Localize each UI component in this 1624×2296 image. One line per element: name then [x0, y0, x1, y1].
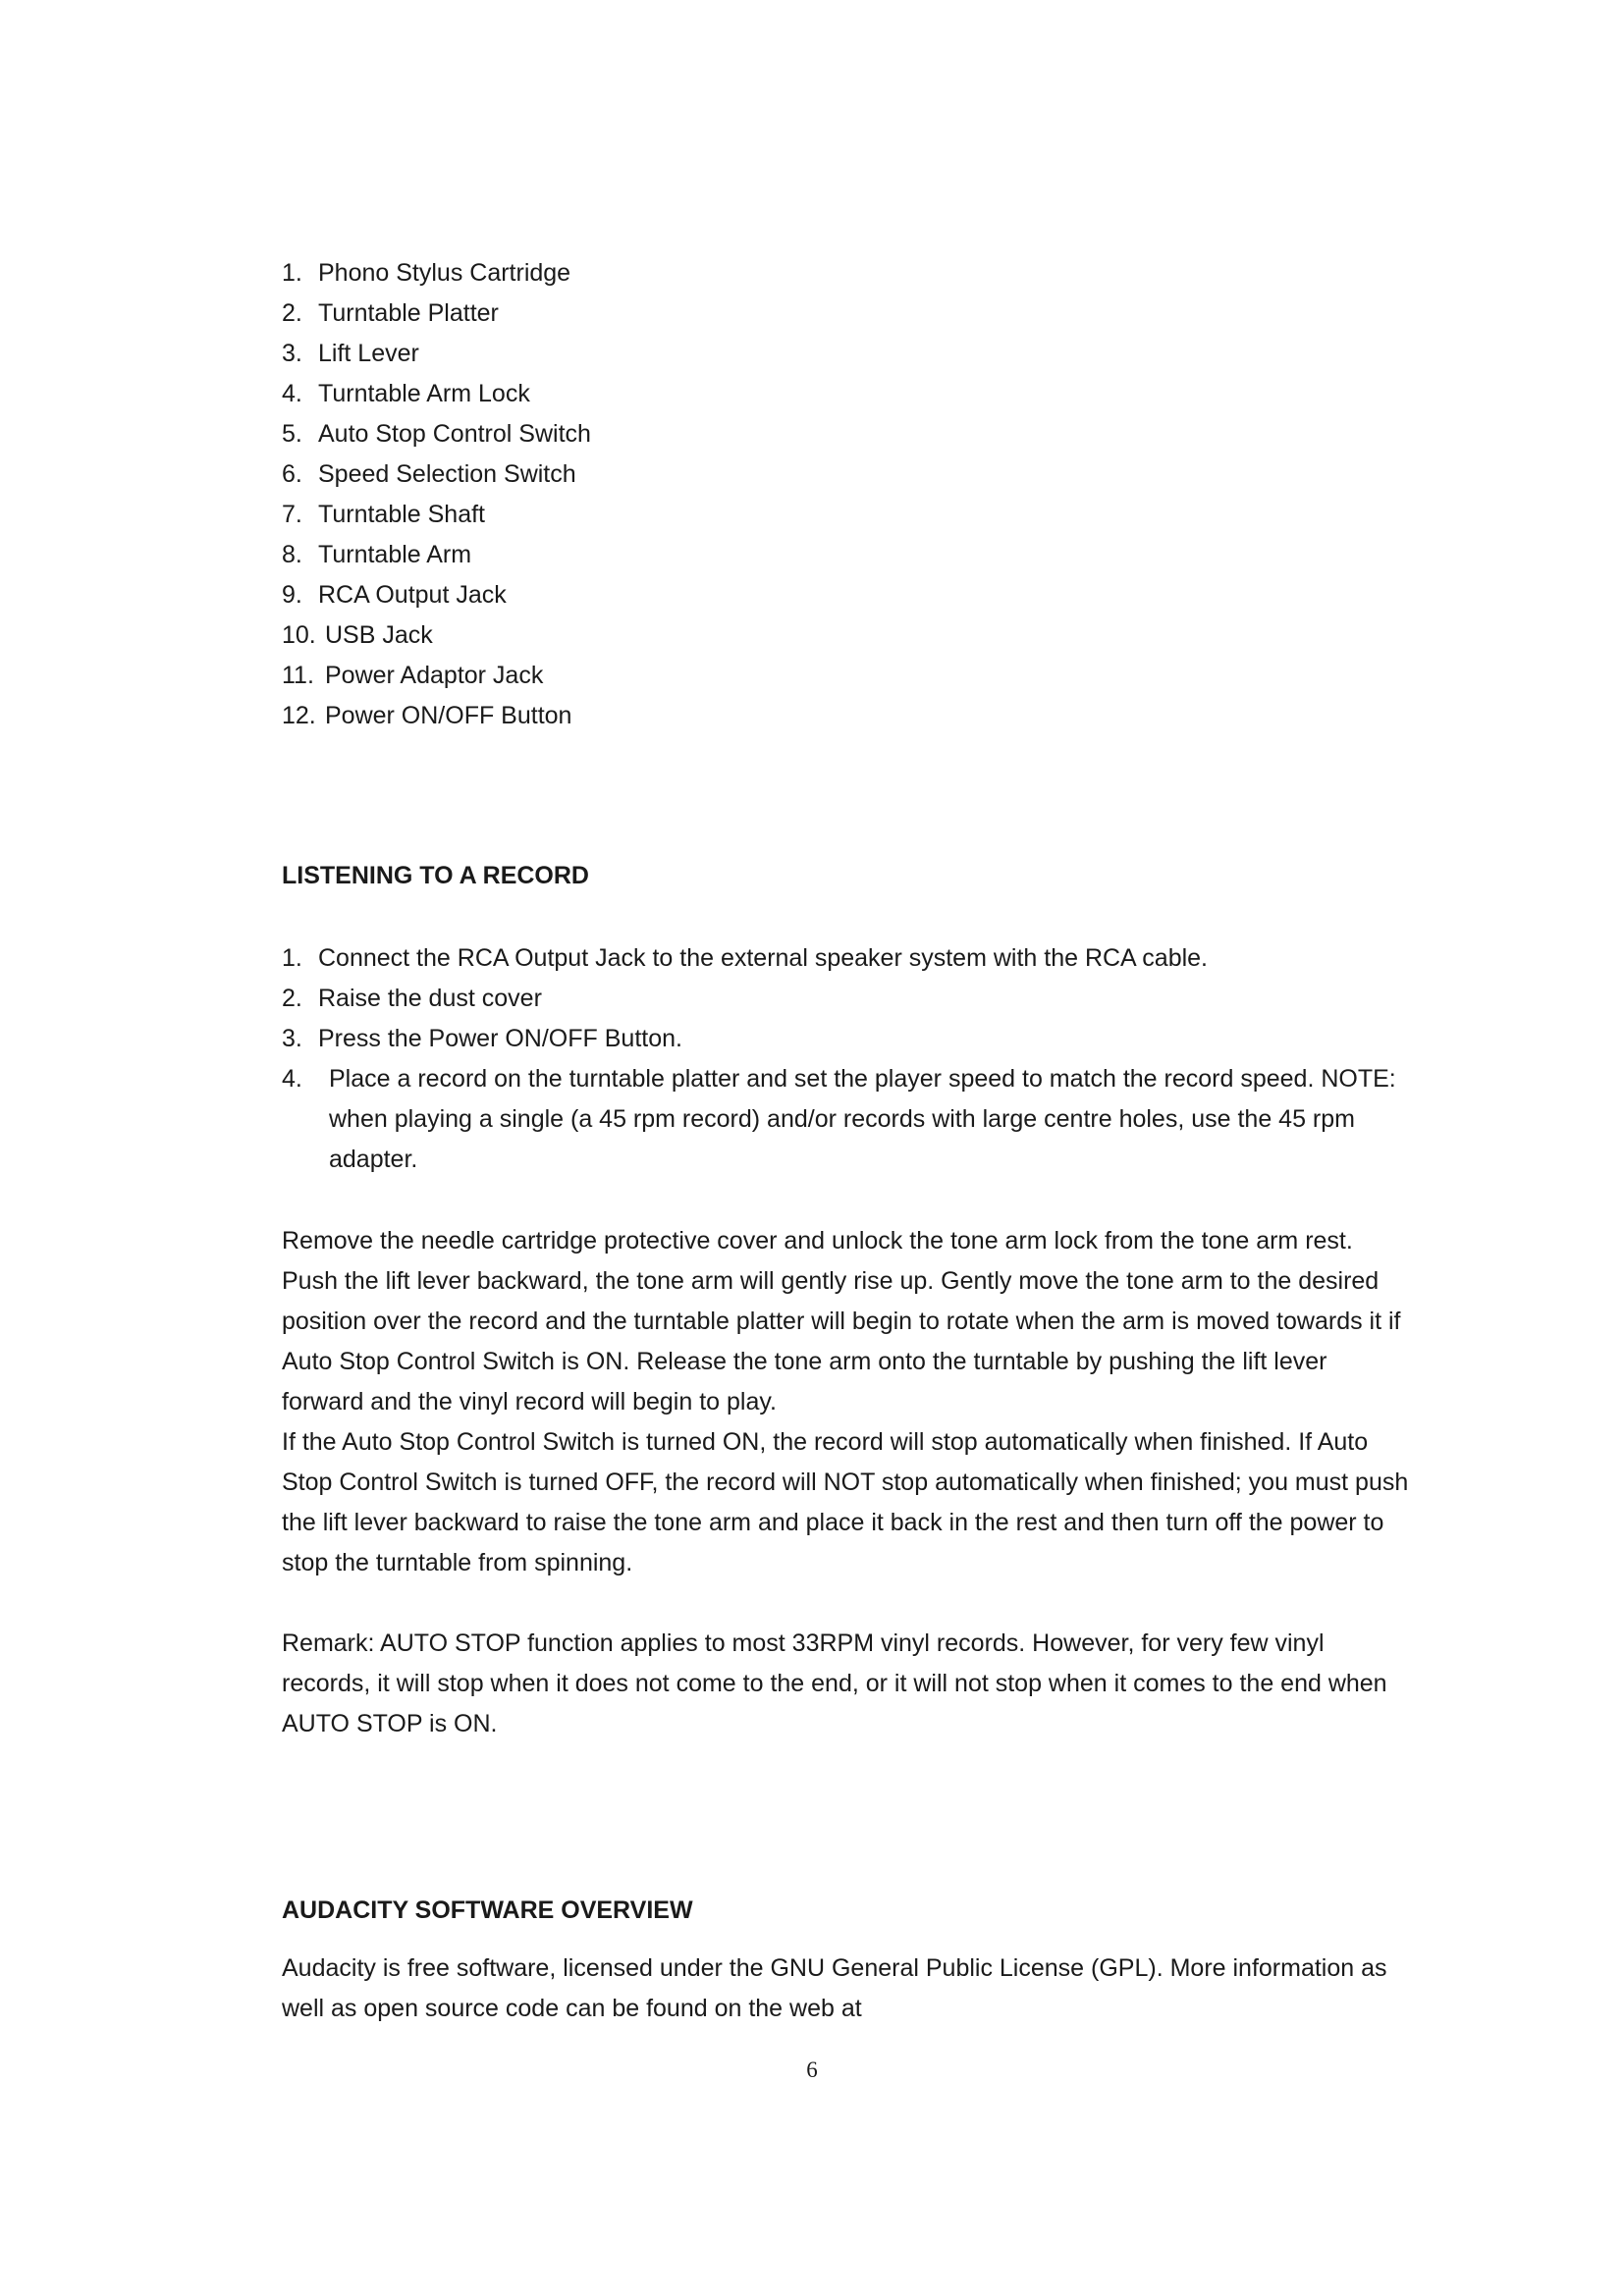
list-item-number: 3.: [282, 1025, 302, 1052]
list-item-text: Raise the dust cover: [318, 985, 542, 1012]
parts-list-section: [282, 253, 1411, 736]
parts-list: [282, 253, 1411, 736]
list-item: [282, 374, 1411, 414]
list-item-text: Place a record on the turntable platter and set the player speed to match the record speed. NOTE: when playing a single (a 45 rpm record) and/or records with large centre holes, use the 45 rpm adapter.: [329, 1065, 1396, 1173]
list-item: [282, 253, 1411, 294]
list-item-label: Power ON/OFF Button: [325, 702, 572, 729]
list-item-number: 12.: [282, 702, 316, 729]
audacity-section: [282, 1891, 1411, 2029]
list-item-label: Power Adaptor Jack: [325, 662, 544, 689]
list-item: [282, 334, 1411, 374]
list-item: [282, 454, 1411, 495]
list-item: [282, 535, 1411, 575]
listening-steps-list: [282, 938, 1411, 1180]
list-item-number: 2.: [282, 985, 302, 1012]
list-item-number: 8.: [282, 541, 302, 568]
list-item-label: Auto Stop Control Switch: [318, 420, 591, 448]
list-item-number: 10.: [282, 621, 316, 649]
list-item-number: 11.: [282, 662, 314, 689]
list-item: [282, 979, 1411, 1019]
list-item-number: 5.: [282, 420, 302, 448]
list-item-label: Turntable Shaft: [318, 501, 486, 528]
body-paragraph: If the Auto Stop Control Switch is turned ON, the record will stop automatically when finished. If Auto Stop Control Switch is turned OFF, the record will NOT stop automatically when finished; you must push the lift lever backward to raise the tone arm and place it back in the rest and then turn off the power to stop the turntable from spinning.: [282, 1428, 1409, 1576]
list-item: [282, 1019, 1411, 1059]
listening-section: [282, 856, 1411, 1744]
list-item-number: 1.: [282, 944, 302, 972]
list-item-label: Speed Selection Switch: [318, 460, 576, 488]
list-item-label: USB Jack: [325, 621, 433, 649]
list-item: [282, 1059, 1411, 1180]
list-item: [282, 938, 1411, 979]
list-item-label: Phono Stylus Cartridge: [318, 259, 571, 287]
list-item: [282, 495, 1411, 535]
list-item: [282, 615, 1411, 656]
list-item-label: Turntable Arm: [318, 541, 472, 568]
list-item-text: Press the Power ON/OFF Button.: [318, 1025, 682, 1052]
list-item-number: 6.: [282, 460, 302, 488]
list-item-number: 4.: [282, 1065, 302, 1093]
list-item-label: RCA Output Jack: [318, 581, 507, 609]
list-item-number: 2.: [282, 299, 302, 327]
list-item-number: 4.: [282, 380, 302, 407]
list-item-number: 1.: [282, 259, 302, 287]
section-heading-audacity: AUDACITY SOFTWARE OVERVIEW: [282, 1896, 693, 1924]
list-item-number: 3.: [282, 340, 302, 367]
page-number: 6: [806, 2057, 818, 2082]
list-item-label: Turntable Arm Lock: [318, 380, 530, 407]
list-item-label: Turntable Platter: [318, 299, 499, 327]
body-paragraph: Audacity is free software, licensed under the GNU General Public License (GPL). More information as well as open source code can be found on the web at: [282, 1954, 1387, 2022]
list-item: [282, 656, 1411, 696]
list-item: [282, 294, 1411, 334]
section-heading-listening: LISTENING TO A RECORD: [282, 862, 589, 889]
list-item: [282, 696, 1411, 736]
list-item-text: Connect the RCA Output Jack to the external speaker system with the RCA cable.: [318, 944, 1209, 972]
list-item-label: Lift Lever: [318, 340, 419, 367]
remark-paragraph: Remark: AUTO STOP function applies to most 33RPM vinyl records. However, for very few vinyl records, it will stop when it does not come to the end, or it will not stop when it comes to the end when AUTO STOP is ON.: [282, 1629, 1387, 1737]
body-paragraph: Remove the needle cartridge protective cover and unlock the tone arm lock from the tone arm rest. Push the lift lever backward, the tone arm will gently rise up. Gently move the tone arm to the desired position over the record and the turntable platter will begin to rotate when the arm is moved towards it if Auto Stop Control Switch is ON. Release the tone arm onto the turntable by pushing the lift lever forward and the vinyl record will begin to play.: [282, 1227, 1401, 1415]
list-item-number: 9.: [282, 581, 302, 609]
list-item: [282, 575, 1411, 615]
list-item-number: 7.: [282, 501, 302, 528]
list-item: [282, 414, 1411, 454]
